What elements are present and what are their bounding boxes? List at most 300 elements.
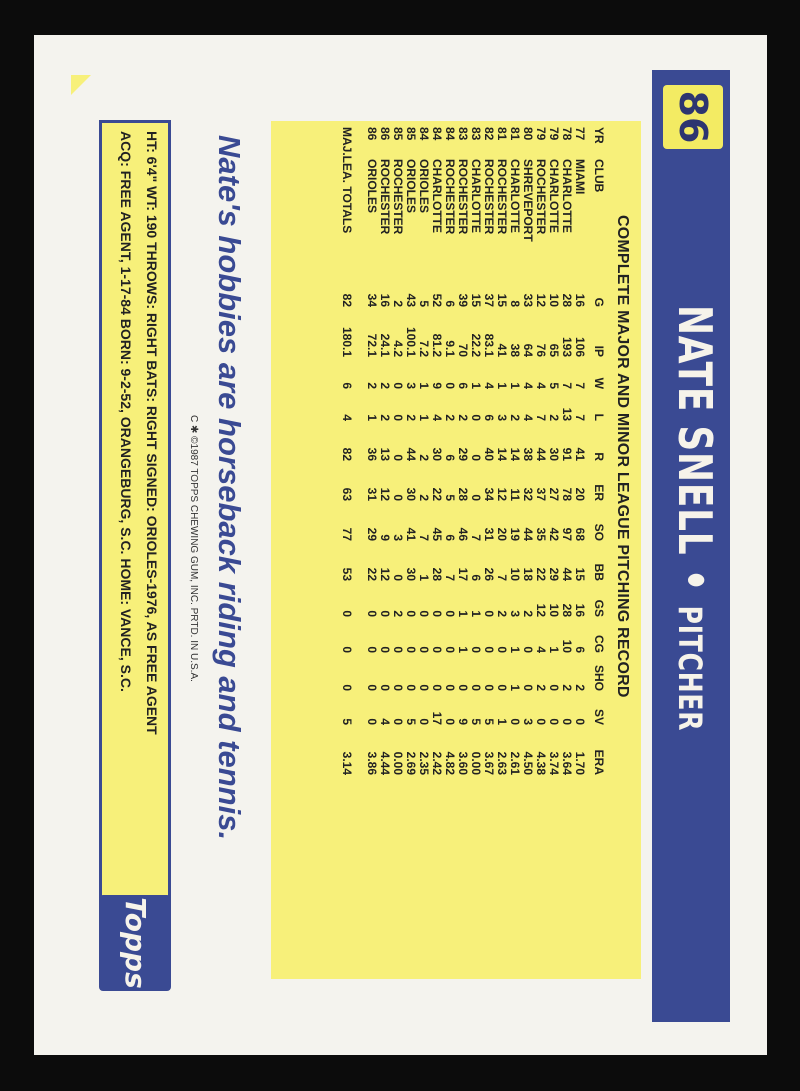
table-cell: 1.70 bbox=[573, 751, 587, 775]
table-cell: 0 bbox=[534, 718, 548, 725]
table-cell: ROCHESTER bbox=[456, 159, 470, 235]
table-cell: 7 bbox=[573, 382, 587, 389]
title-bullet: • bbox=[668, 568, 722, 593]
table-cell: 0 bbox=[404, 646, 418, 653]
table-cell: 5 bbox=[417, 300, 431, 307]
table-row bbox=[495, 127, 508, 775]
table-cell: 5 bbox=[482, 718, 496, 725]
column-header-l: L bbox=[592, 413, 606, 421]
hobby-text: Nate's hobbies are horseback riding and tennis. bbox=[212, 135, 247, 841]
table-cell: 0.00 bbox=[469, 751, 483, 775]
table-row bbox=[508, 127, 521, 775]
table-cell: 9.1 bbox=[443, 340, 457, 357]
table-cell: 86 bbox=[378, 127, 392, 141]
table-cell: 3.60 bbox=[456, 751, 470, 775]
table-cell: 1 bbox=[365, 414, 379, 421]
table-cell: 1 bbox=[417, 574, 431, 581]
table-cell: 3.64 bbox=[560, 751, 574, 775]
table-cell: 0 bbox=[547, 684, 561, 691]
table-cell: CHARLOTTE bbox=[469, 159, 483, 233]
table-cell: 3 bbox=[508, 610, 522, 617]
table-cell: 81 bbox=[495, 127, 509, 141]
table-cell: 0 bbox=[365, 684, 379, 691]
table-cell: 5 bbox=[547, 382, 561, 389]
table-cell: 0 bbox=[391, 646, 405, 653]
table-row bbox=[573, 127, 586, 775]
table-cell: 42 bbox=[547, 527, 561, 541]
record-title: COMPLETE MAJOR AND MINOR LEAGUE PITCHING RECORD bbox=[614, 215, 631, 698]
table-cell: 14 bbox=[508, 447, 522, 461]
table-cell: CHARLOTTE bbox=[560, 159, 574, 233]
totals-cell: 5 bbox=[340, 718, 354, 725]
table-cell: 38 bbox=[521, 447, 535, 461]
table-cell: ORIOLES bbox=[365, 159, 379, 214]
table-cell: 2 bbox=[378, 382, 392, 389]
table-cell: 22 bbox=[534, 567, 548, 581]
table-cell: 10 bbox=[560, 639, 574, 653]
table-cell: 0 bbox=[469, 646, 483, 653]
table-cell: 6 bbox=[443, 534, 457, 541]
table-row bbox=[430, 127, 443, 775]
column-header-era: ERA bbox=[592, 749, 606, 775]
topps-logo: Topps bbox=[99, 895, 171, 991]
table-cell: 0 bbox=[456, 684, 470, 691]
corner-triangle-bottom-left bbox=[71, 75, 91, 95]
table-cell: 43 bbox=[404, 293, 418, 307]
table-row bbox=[404, 127, 417, 775]
table-cell: 35 bbox=[534, 527, 548, 541]
table-cell: 17 bbox=[430, 711, 444, 725]
table-cell: 0 bbox=[443, 684, 457, 691]
table-cell: 12 bbox=[534, 603, 548, 617]
table-cell: 12 bbox=[534, 293, 548, 307]
table-cell: 15 bbox=[469, 293, 483, 307]
table-cell: 0 bbox=[391, 414, 405, 421]
table-cell: 3 bbox=[521, 718, 535, 725]
table-cell: 0 bbox=[469, 454, 483, 461]
totals-cell: 0 bbox=[340, 684, 354, 691]
player-position: PITCHER bbox=[671, 605, 709, 732]
table-cell: 78 bbox=[560, 127, 574, 141]
table-cell: 2.35 bbox=[417, 751, 431, 775]
table-cell: CHARLOTTE bbox=[547, 159, 561, 233]
table-cell: 16 bbox=[573, 603, 587, 617]
totals-cell: 82 bbox=[340, 293, 354, 307]
table-cell: 81.2 bbox=[430, 333, 444, 357]
table-cell: 4.82 bbox=[443, 751, 457, 775]
table-cell: SHREVEPORT bbox=[521, 159, 535, 242]
table-cell: 20 bbox=[495, 527, 509, 541]
table-cell: 0 bbox=[443, 646, 457, 653]
table-cell: ROCHESTER bbox=[391, 159, 405, 235]
table-cell: 84 bbox=[443, 127, 457, 141]
table-cell: 0 bbox=[417, 610, 431, 617]
table-cell: 0 bbox=[573, 718, 587, 725]
table-cell: 36 bbox=[365, 447, 379, 461]
table-cell: 18 bbox=[521, 567, 535, 581]
table-row bbox=[482, 127, 495, 775]
table-cell: 37 bbox=[482, 293, 496, 307]
table-cell: 12 bbox=[378, 487, 392, 501]
table-cell: 4.38 bbox=[534, 751, 548, 775]
table-cell: 100.1 bbox=[404, 326, 418, 357]
table-cell: 4 bbox=[482, 382, 496, 389]
table-cell: 14 bbox=[495, 447, 509, 461]
table-cell: 37 bbox=[534, 487, 548, 501]
table-cell: 7.2 bbox=[417, 340, 431, 357]
table-cell: 6 bbox=[573, 646, 587, 653]
table-cell: 83 bbox=[456, 127, 470, 141]
table-cell: 0 bbox=[378, 684, 392, 691]
table-cell: 2 bbox=[495, 610, 509, 617]
table-cell: 97 bbox=[560, 527, 574, 541]
table-cell: 0 bbox=[391, 718, 405, 725]
table-cell: 30 bbox=[404, 567, 418, 581]
table-header-row bbox=[586, 127, 605, 775]
table-cell: 4 bbox=[521, 382, 535, 389]
table-cell: 4 bbox=[430, 414, 444, 421]
table-cell: 28 bbox=[430, 567, 444, 581]
table-row bbox=[547, 127, 560, 775]
table-cell: 0 bbox=[417, 718, 431, 725]
table-row bbox=[456, 127, 469, 775]
table-cell: 4 bbox=[521, 414, 535, 421]
table-cell: ROCHESTER bbox=[495, 159, 509, 235]
table-cell: 0 bbox=[469, 494, 483, 501]
table-cell: 0 bbox=[521, 646, 535, 653]
table-cell: 33 bbox=[521, 293, 535, 307]
table-row bbox=[417, 127, 430, 775]
totals-cell: 82 bbox=[340, 447, 354, 461]
table-cell: 3 bbox=[404, 382, 418, 389]
table-cell: 39 bbox=[456, 293, 470, 307]
table-cell: 40 bbox=[482, 447, 496, 461]
table-cell: 30 bbox=[547, 447, 561, 461]
column-header-yr: YR bbox=[592, 127, 606, 144]
table-cell: 2 bbox=[378, 414, 392, 421]
table-cell: 30 bbox=[404, 487, 418, 501]
table-cell: 2 bbox=[417, 494, 431, 501]
table-cell: 0 bbox=[508, 718, 522, 725]
table-cell: 3 bbox=[495, 414, 509, 421]
table-cell: 1 bbox=[469, 610, 483, 617]
table-cell: 7 bbox=[560, 382, 574, 389]
table-cell: 29 bbox=[365, 527, 379, 541]
table-cell: ROCHESTER bbox=[443, 159, 457, 235]
table-cell: 7 bbox=[469, 534, 483, 541]
table-cell: 0 bbox=[443, 382, 457, 389]
table-cell: 2 bbox=[508, 414, 522, 421]
column-header-gs: GS bbox=[592, 599, 606, 617]
card-number: 86 bbox=[663, 85, 723, 149]
table-cell: 0 bbox=[391, 382, 405, 389]
table-cell: 2 bbox=[456, 414, 470, 421]
table-cell: 4.44 bbox=[378, 751, 392, 775]
table-cell: 2 bbox=[365, 382, 379, 389]
table-cell: 2.61 bbox=[508, 751, 522, 775]
table-cell: 106 bbox=[573, 336, 587, 357]
table-cell: 77 bbox=[573, 127, 587, 141]
table-cell: 16 bbox=[573, 293, 587, 307]
table-cell: 0 bbox=[469, 684, 483, 691]
table-cell: 81 bbox=[508, 127, 522, 141]
table-cell: 1 bbox=[456, 610, 470, 617]
table-cell: 7 bbox=[417, 534, 431, 541]
table-cell: 7 bbox=[495, 574, 509, 581]
table-cell: 6 bbox=[443, 300, 457, 307]
table-cell: CHARLOTTE bbox=[508, 159, 522, 233]
table-cell: 0 bbox=[560, 718, 574, 725]
table-row bbox=[443, 127, 456, 775]
table-row bbox=[391, 127, 404, 775]
table-cell: 2 bbox=[443, 414, 457, 421]
totals-cell: 4 bbox=[340, 414, 354, 421]
totals-cell: 53 bbox=[340, 567, 354, 581]
baseball-card-back bbox=[34, 35, 767, 1055]
totals-cell: 6 bbox=[340, 382, 354, 389]
table-cell: 64 bbox=[521, 343, 535, 357]
table-cell: 1 bbox=[417, 414, 431, 421]
totals-cell: 77 bbox=[340, 527, 354, 541]
table-row bbox=[521, 127, 534, 775]
table-row bbox=[365, 127, 378, 775]
table-cell: 29 bbox=[547, 567, 561, 581]
table-cell: 11 bbox=[508, 488, 522, 501]
table-cell: 85 bbox=[404, 127, 418, 141]
table-cell: 65 bbox=[547, 343, 561, 357]
table-cell: 45 bbox=[430, 527, 444, 541]
table-cell: 1 bbox=[547, 646, 561, 653]
table-row bbox=[534, 127, 547, 775]
table-cell: 38 bbox=[508, 343, 522, 357]
table-cell: 1 bbox=[508, 684, 522, 691]
table-cell: 0 bbox=[365, 718, 379, 725]
table-cell: 28 bbox=[456, 487, 470, 501]
totals-cell: 3.14 bbox=[340, 751, 354, 775]
column-header-club: CLUB bbox=[592, 159, 606, 193]
table-cell: 0 bbox=[547, 718, 561, 725]
table-cell: 2 bbox=[573, 684, 587, 691]
table-cell: 0 bbox=[482, 684, 496, 691]
column-header-cg: CG bbox=[592, 635, 606, 653]
table-cell: 6 bbox=[482, 414, 496, 421]
table-cell: 7 bbox=[534, 414, 548, 421]
table-cell: 0 bbox=[404, 684, 418, 691]
player-title bbox=[668, 305, 722, 731]
table-cell: 68 bbox=[573, 527, 587, 541]
table-cell: 31 bbox=[482, 527, 496, 541]
table-cell: 0 bbox=[391, 684, 405, 691]
table-cell: 44 bbox=[404, 447, 418, 461]
table-cell: 52 bbox=[430, 293, 444, 307]
column-header-bb: BB bbox=[592, 563, 606, 581]
table-cell: 6 bbox=[469, 574, 483, 581]
table-cell: 2 bbox=[521, 610, 535, 617]
table-cell: 1 bbox=[495, 718, 509, 725]
table-cell: 2 bbox=[391, 610, 405, 617]
table-cell: 83 bbox=[469, 127, 483, 141]
table-cell: ROCHESTER bbox=[534, 159, 548, 235]
table-cell: 24.1 bbox=[378, 333, 392, 357]
table-cell: 41 bbox=[495, 343, 509, 357]
table-cell: 0 bbox=[482, 610, 496, 617]
table-cell: 8 bbox=[508, 300, 522, 307]
table-cell: 83.1 bbox=[482, 333, 496, 357]
table-cell: 3.86 bbox=[365, 751, 379, 775]
column-header-w: W bbox=[592, 377, 606, 389]
table-cell: 32 bbox=[521, 487, 535, 501]
bio-line-2: ACQ: FREE AGENT, 1-17-84 BORN: 9-2-52, ORANGEBURG, S.C. HOME: VANCE, S.C. bbox=[118, 131, 134, 692]
table-cell: 5 bbox=[443, 494, 457, 501]
table-cell: 22.2 bbox=[469, 333, 483, 357]
copyright: C ✱ ©1987 TOPPS CHEWING GUM, INC. PRTD. IN U.S.A. bbox=[188, 415, 199, 682]
table-cell: 2 bbox=[417, 454, 431, 461]
table-cell: 12 bbox=[378, 567, 392, 581]
table-cell: 4 bbox=[534, 382, 548, 389]
column-header-ip: IP bbox=[592, 345, 606, 357]
column-header-so: SO bbox=[592, 523, 606, 541]
table-cell: 4 bbox=[534, 646, 548, 653]
table-cell: 13 bbox=[560, 407, 574, 421]
totals-cell: 63 bbox=[340, 487, 354, 501]
table-cell: 86 bbox=[365, 127, 379, 141]
table-cell: 0 bbox=[430, 610, 444, 617]
table-cell: 5 bbox=[404, 718, 418, 725]
table-cell: 9 bbox=[430, 382, 444, 389]
table-cell: 0 bbox=[391, 454, 405, 461]
bio-box bbox=[99, 120, 171, 902]
table-cell: 0 bbox=[495, 684, 509, 691]
table-cell: 72.1 bbox=[365, 333, 379, 357]
table-cell: 84 bbox=[430, 127, 444, 141]
table-cell: 0 bbox=[443, 718, 457, 725]
table-cell: 34 bbox=[482, 487, 496, 501]
table-cell: 44 bbox=[534, 447, 548, 461]
table-cell: ORIOLES bbox=[404, 159, 418, 214]
table-cell: 10 bbox=[508, 567, 522, 581]
table-cell: 0 bbox=[378, 646, 392, 653]
table-cell: 2.63 bbox=[495, 751, 509, 775]
table-cell: 0 bbox=[391, 494, 405, 501]
table-cell: 6 bbox=[443, 454, 457, 461]
table-cell: 76 bbox=[534, 343, 548, 357]
table-cell: 0 bbox=[404, 610, 418, 617]
table-cell: 2 bbox=[404, 414, 418, 421]
table-cell: 4 bbox=[378, 718, 392, 725]
table-cell: 12 bbox=[495, 487, 509, 501]
table-cell: ORIOLES bbox=[417, 159, 431, 214]
table-cell: 0 bbox=[417, 684, 431, 691]
table-cell: 82 bbox=[482, 127, 496, 141]
table-row bbox=[469, 127, 482, 775]
table-cell: 29 bbox=[456, 447, 470, 461]
table-cell: 84 bbox=[417, 127, 431, 141]
table-cell: 78 bbox=[560, 487, 574, 501]
table-cell: 0 bbox=[378, 610, 392, 617]
table-row bbox=[378, 127, 391, 775]
card-rotated-content bbox=[34, 35, 767, 1055]
table-cell: 2 bbox=[547, 414, 561, 421]
table-cell: 91 bbox=[560, 447, 574, 461]
table-cell: 1 bbox=[417, 382, 431, 389]
table-cell: 0 bbox=[443, 610, 457, 617]
totals-cell: 0 bbox=[340, 610, 354, 617]
table-cell: MIAMI bbox=[573, 159, 587, 195]
table-cell: 15 bbox=[495, 293, 509, 307]
table-cell: 19 bbox=[508, 527, 522, 541]
table-cell: 10 bbox=[547, 603, 561, 617]
table-cell: 46 bbox=[456, 527, 470, 541]
table-row bbox=[560, 127, 573, 775]
column-header-sho: SHO bbox=[592, 664, 606, 691]
table-cell: 9 bbox=[378, 534, 392, 541]
table-cell: ROCHESTER bbox=[482, 159, 496, 235]
table-cell: 4.2 bbox=[391, 340, 405, 357]
pitching-record-table bbox=[340, 127, 605, 775]
table-cell: 0 bbox=[417, 646, 431, 653]
table-cell: 85 bbox=[391, 127, 405, 141]
totals-cell: 0 bbox=[340, 646, 354, 653]
table-cell: ROCHESTER bbox=[378, 159, 392, 235]
table-cell: 28 bbox=[560, 293, 574, 307]
table-cell: 80 bbox=[521, 127, 535, 141]
table-cell: 0.00 bbox=[391, 751, 405, 775]
table-cell: 0 bbox=[391, 574, 405, 581]
table-cell: 28 bbox=[560, 603, 574, 617]
table-cell: 17 bbox=[456, 567, 470, 581]
column-header-r: R bbox=[592, 452, 606, 461]
table-cell: 5 bbox=[469, 718, 483, 725]
table-cell: 4.50 bbox=[521, 751, 535, 775]
column-header-g: G bbox=[592, 297, 606, 307]
table-cell: 30 bbox=[430, 447, 444, 461]
table-cell: 31 bbox=[365, 487, 379, 501]
table-cell: 0 bbox=[521, 684, 535, 691]
table-cell: 79 bbox=[534, 127, 548, 141]
totals-cell: 180.1 bbox=[340, 326, 354, 357]
table-cell: 0 bbox=[430, 684, 444, 691]
table-cell: 0 bbox=[430, 646, 444, 653]
table-cell: 41 bbox=[404, 527, 418, 541]
totals-row bbox=[340, 127, 365, 775]
table-cell: 9 bbox=[456, 718, 470, 725]
table-cell: 22 bbox=[430, 487, 444, 501]
table-cell: 44 bbox=[521, 527, 535, 541]
table-cell: 193 bbox=[560, 336, 574, 357]
column-header-sv: SV bbox=[592, 708, 606, 725]
table-cell: 15 bbox=[573, 567, 587, 581]
table-cell: 44 bbox=[560, 567, 574, 581]
table-cell: 22 bbox=[365, 567, 379, 581]
table-cell: 20 bbox=[573, 487, 587, 501]
table-cell: 1 bbox=[469, 382, 483, 389]
table-cell: 0 bbox=[482, 646, 496, 653]
table-cell: 0 bbox=[495, 646, 509, 653]
table-cell: 13 bbox=[378, 447, 392, 461]
totals-cell: MAJ.LEA. TOTALS bbox=[340, 127, 354, 234]
table-cell: 0 bbox=[365, 646, 379, 653]
table-cell: 3.74 bbox=[547, 751, 561, 775]
table-cell: 16 bbox=[378, 293, 392, 307]
table-cell: 3.67 bbox=[482, 751, 496, 775]
table-cell: 27 bbox=[547, 487, 561, 501]
table-cell: 6 bbox=[456, 382, 470, 389]
table-cell: 70 bbox=[456, 343, 470, 357]
table-cell: 41 bbox=[573, 447, 587, 461]
table-cell: 2 bbox=[560, 684, 574, 691]
table-cell: 2 bbox=[391, 300, 405, 307]
table-cell: 3 bbox=[391, 534, 405, 541]
